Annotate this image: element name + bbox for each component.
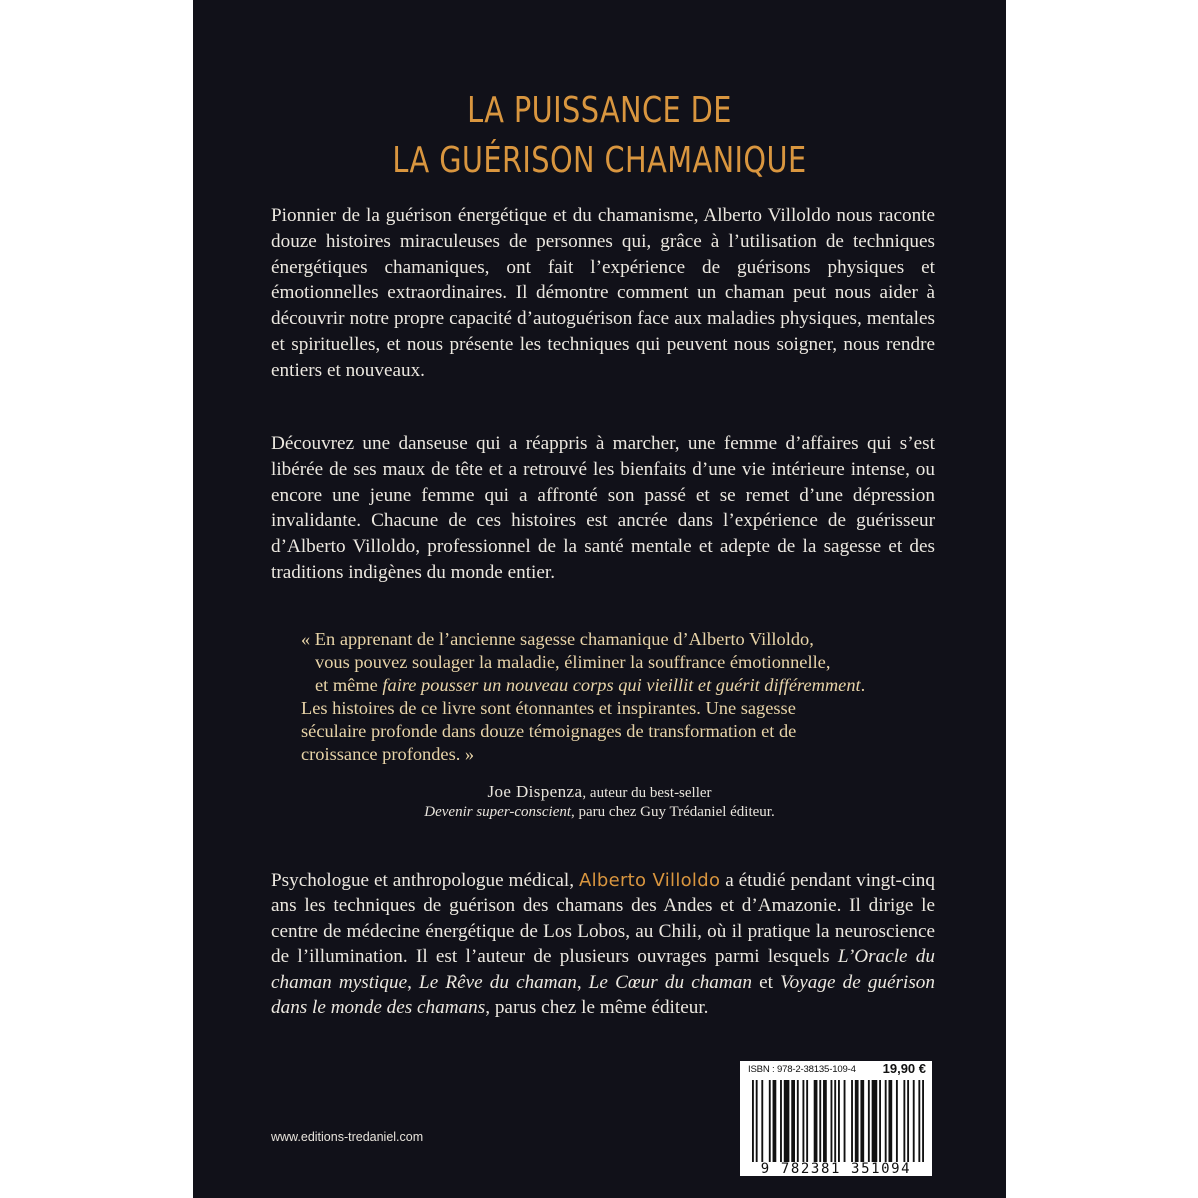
barcode-bar [769,1080,771,1162]
barcode-bar [802,1080,804,1162]
barcode-bar [868,1080,870,1162]
ean-digits: 9 782381 351094 [760,1161,912,1177]
paragraph-line: Villoldo nous raconte douze histoires miraculeuses de personnes qui, [271,205,936,252]
book-title-line-2: LA GUÉRISON CHAMANIQUE [392,140,807,181]
author-description: , auteur du best-seller [582,785,712,801]
barcode-bar [888,1080,892,1162]
barcode-icon [752,1080,924,1162]
barcode-bar [860,1080,864,1162]
barcode-bar [879,1080,881,1162]
barcode-bar [851,1080,853,1162]
quote-attribution-line-1 [193,782,1006,803]
barcode-bar [784,1080,790,1162]
barcode-bar [780,1080,782,1162]
barcode-bar [855,1080,859,1162]
bio-text: Psychologue et anthropologue médical, [271,870,579,891]
paragraph-line: mentale et adepte de la sagesse et des traditions indigènes du monde entier. [271,536,935,583]
back-cover [193,0,1006,1198]
publisher-website: www.editions-tredaniel.com [271,1130,424,1144]
barcode-bar [752,1080,754,1162]
barcode-bar [903,1080,905,1162]
paragraph-line: et spirituelles, et nous présente les techniques qui peuvent nous soigner, [271,333,844,355]
paragraph-line: nous rendre entiers et nouveaux. [271,333,935,381]
barcode-bar [831,1080,833,1162]
bio-text: a étudié pendant vingt-cinq ans les techniques de guérison des chamans des Andes et d’Amazonie. Il dirige le centre de médecine énergétique de Los Lobos, au Chili, où il pratique la neuroscience de l’illumination. Il est l’auteur de plusieurs ouvrages parmi lesquels [271,870,935,968]
paragraph-line: l’expérience de guérisons physiques et émotionnelles extraordinaires. [271,256,935,304]
isbn-label: ISBN : 978-2-38135-109-4 [748,1064,856,1075]
quote-line-6: croissance profondes. » [301,744,475,764]
barcode-bar [896,1080,898,1162]
author-name: Alberto Villoldo [578,870,721,891]
bio-text: , [576,971,589,993]
book-title: L’Oracle du chaman mystique [271,946,935,993]
barcode-bar [791,1080,795,1162]
bio-text: et [751,971,781,993]
quote-italic-text: faire pousser un nouveau corps qui vieillit et guérit différemment [382,675,861,695]
book-title: Le Cœur du chaman [588,971,752,993]
paragraph-line: intérieure intense, ou encore une jeune femme qui a affronté son passé et [271,458,935,506]
bio-text: , [407,971,420,993]
quote-text: . [860,675,866,695]
quote-line-5: séculaire profonde dans douze témoignages de transformation et de [301,721,797,741]
description-paragraph-2 [271,431,935,586]
barcode-bar [918,1080,920,1162]
barcode-bar [761,1080,763,1162]
barcode-bar [814,1080,818,1162]
paragraph-line: grâce à l’utilisation de techniques énergétiques chamaniques, ont fait [271,230,935,278]
book-title: Voyage de guérison dans le monde des chamans [271,971,935,1019]
book-title-line-1: LA PUISSANCE DE [467,90,732,131]
publisher-text: , paru chez Guy Trédaniel éditeur. [571,804,775,820]
quote-line-1: « En apprenant de l’ancienne sagesse chamanique d’Alberto Villoldo, [301,629,814,649]
barcode-panel [740,1061,932,1176]
barcode-bar [834,1080,836,1162]
quote-line-4: Les histoires de ce livre sont étonnantes et inspirantes. Une sagesse [301,698,796,718]
quote-line-3 [315,673,919,697]
barcode-bar [838,1080,840,1162]
paragraph-line: Il démontre comment un chaman peut nous aider à découvrir notre [271,282,935,330]
quote-line-2: vous pouvez soulager la maladie, éliminer la souffrance émotionnelle, [315,652,831,672]
barcode-bar [756,1080,758,1162]
book-title: Le Rêve du chaman [419,971,577,993]
barcode-bar [844,1080,846,1162]
barcode-bar [819,1080,821,1162]
barcode-bar [872,1080,878,1162]
barcode-bar [773,1080,777,1162]
barcode-bar [797,1080,799,1162]
quote-author: Joe Dispenza [487,782,583,801]
paragraph-line: propre capacité d’autoguérison face aux maladies physiques, mentales [394,308,935,330]
barcode-bar [922,1080,924,1162]
barcode-bar [913,1080,915,1162]
paragraph-line: Découvrez une danseuse qui a réappris à marcher, une femme d’affaires [271,433,867,454]
paragraph-line: se remet d’une dépression invalidante. Chacune de ces histoires est ancrée [271,484,935,532]
description-paragraph-1 [271,203,935,384]
author-biography [271,868,935,1020]
paragraph-line: qui s’est libérée de ses maux de tête et a retrouvé les bienfaits d’une vie [271,433,935,480]
paragraph-line: Pionnier de la guérison énergétique et du chamanisme, Alberto [271,205,768,226]
quote-attribution-line-2 [193,802,1006,822]
bio-text: , parus chez le même éditeur. [485,997,709,1019]
barcode-bar [885,1080,887,1162]
barcode-bar [823,1080,827,1162]
price-label: 19,90 € [882,1061,926,1076]
quote-text: et même [315,675,383,695]
barcode-bar [907,1080,909,1162]
paragraph-line: dans l’expérience de guérisseur d’Alberto Villoldo, professionnel de la santé [271,510,935,558]
referenced-book: Devenir super-conscient [424,804,572,820]
barcode-bar [806,1080,808,1162]
